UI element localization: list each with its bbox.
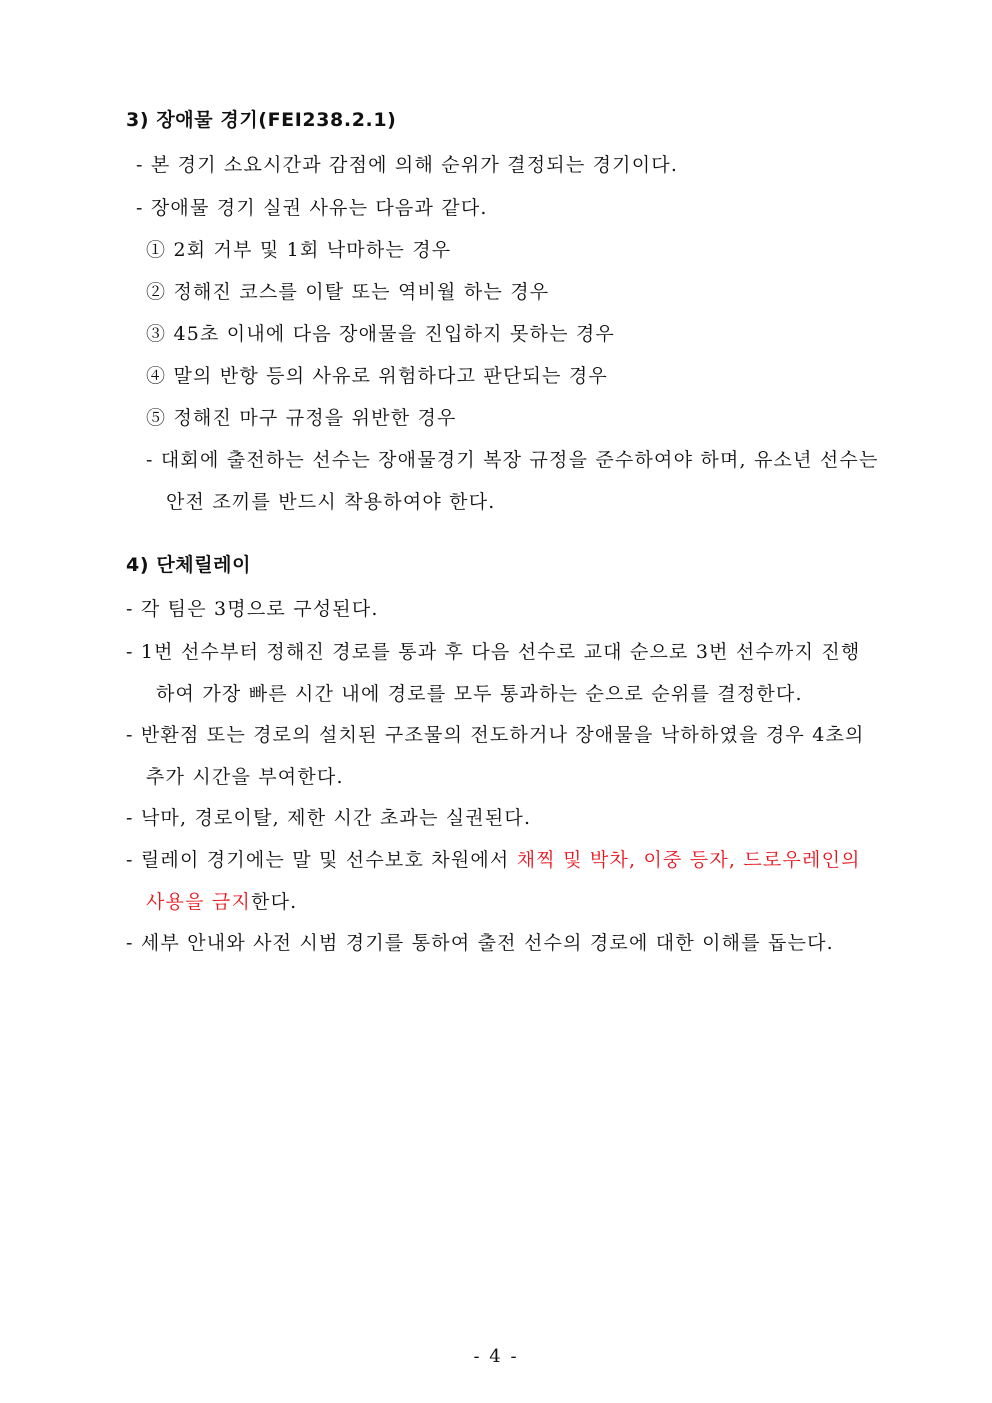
elimination-item: ⑤ 정해진 마구 규정을 위반한 경우 <box>146 407 457 429</box>
relay-prohibition-line <box>146 889 297 915</box>
prohibited-equipment-text: 채찍 및 박차, 이중 등자, 드로우레인의 <box>516 849 861 871</box>
section-3-heading: 3) 장애물 경기(FEI238.2.1) <box>126 109 397 131</box>
relay-penalty-line: 추가 시간을 부여한다. <box>146 766 344 788</box>
dress-note-line: - 대회에 출전하는 선수는 장애물경기 복장 규정을 준수하여야 하며, 유소년 선수는 <box>146 449 879 471</box>
elimination-item: ④ 말의 반항 등의 사유로 위험하다고 판단되는 경우 <box>146 365 608 387</box>
page-number: - 4 - <box>473 1346 519 1367</box>
relay-team-rule: - 각 팀은 3명으로 구성된다. <box>126 598 379 620</box>
section-3-bullet: - 장애물 경기 실권 사유는 다음과 같다. <box>136 197 488 219</box>
relay-elimination-rule: - 낙마, 경로이탈, 제한 시간 초과는 실권된다. <box>126 807 532 829</box>
relay-briefing-rule: - 세부 안내와 사전 시범 경기를 통하여 출전 선수의 경로에 대한 이해를 돕는다. <box>126 932 834 954</box>
prohibition-text: - 릴레이 경기에는 말 및 선수보호 차원에서 <box>126 849 517 871</box>
section-4-heading: 4) 단체릴레이 <box>126 554 252 576</box>
elimination-item: ② 정해진 코스를 이탈 또는 역비월 하는 경우 <box>146 281 550 303</box>
prohibition-text: 한다. <box>251 891 298 913</box>
relay-penalty-line: - 반환점 또는 경로의 설치된 구조물의 전도하거나 장애물을 낙하하였을 경우 4초의 <box>126 724 865 746</box>
relay-progress-line: - 1번 선수부터 정해진 경로를 통과 후 다음 선수로 교대 순으로 3번 선수까지 진행 <box>126 641 861 663</box>
relay-progress-line: 하여 가장 빠른 시간 내에 경로를 모두 통과하는 순으로 순위를 결정한다. <box>156 683 803 705</box>
prohibited-use-text: 사용을 금지 <box>146 891 252 913</box>
elimination-item: ① 2회 거부 및 1회 낙마하는 경우 <box>146 239 452 261</box>
elimination-item: ③ 45초 이내에 다음 장애물을 진입하지 못하는 경우 <box>146 323 615 345</box>
dress-note-line: 안전 조끼를 반드시 착용하여야 한다. <box>166 491 496 513</box>
relay-prohibition-line <box>126 847 861 873</box>
section-3-bullet: - 본 경기 소요시간과 감점에 의해 순위가 결정되는 경기이다. <box>136 154 679 176</box>
